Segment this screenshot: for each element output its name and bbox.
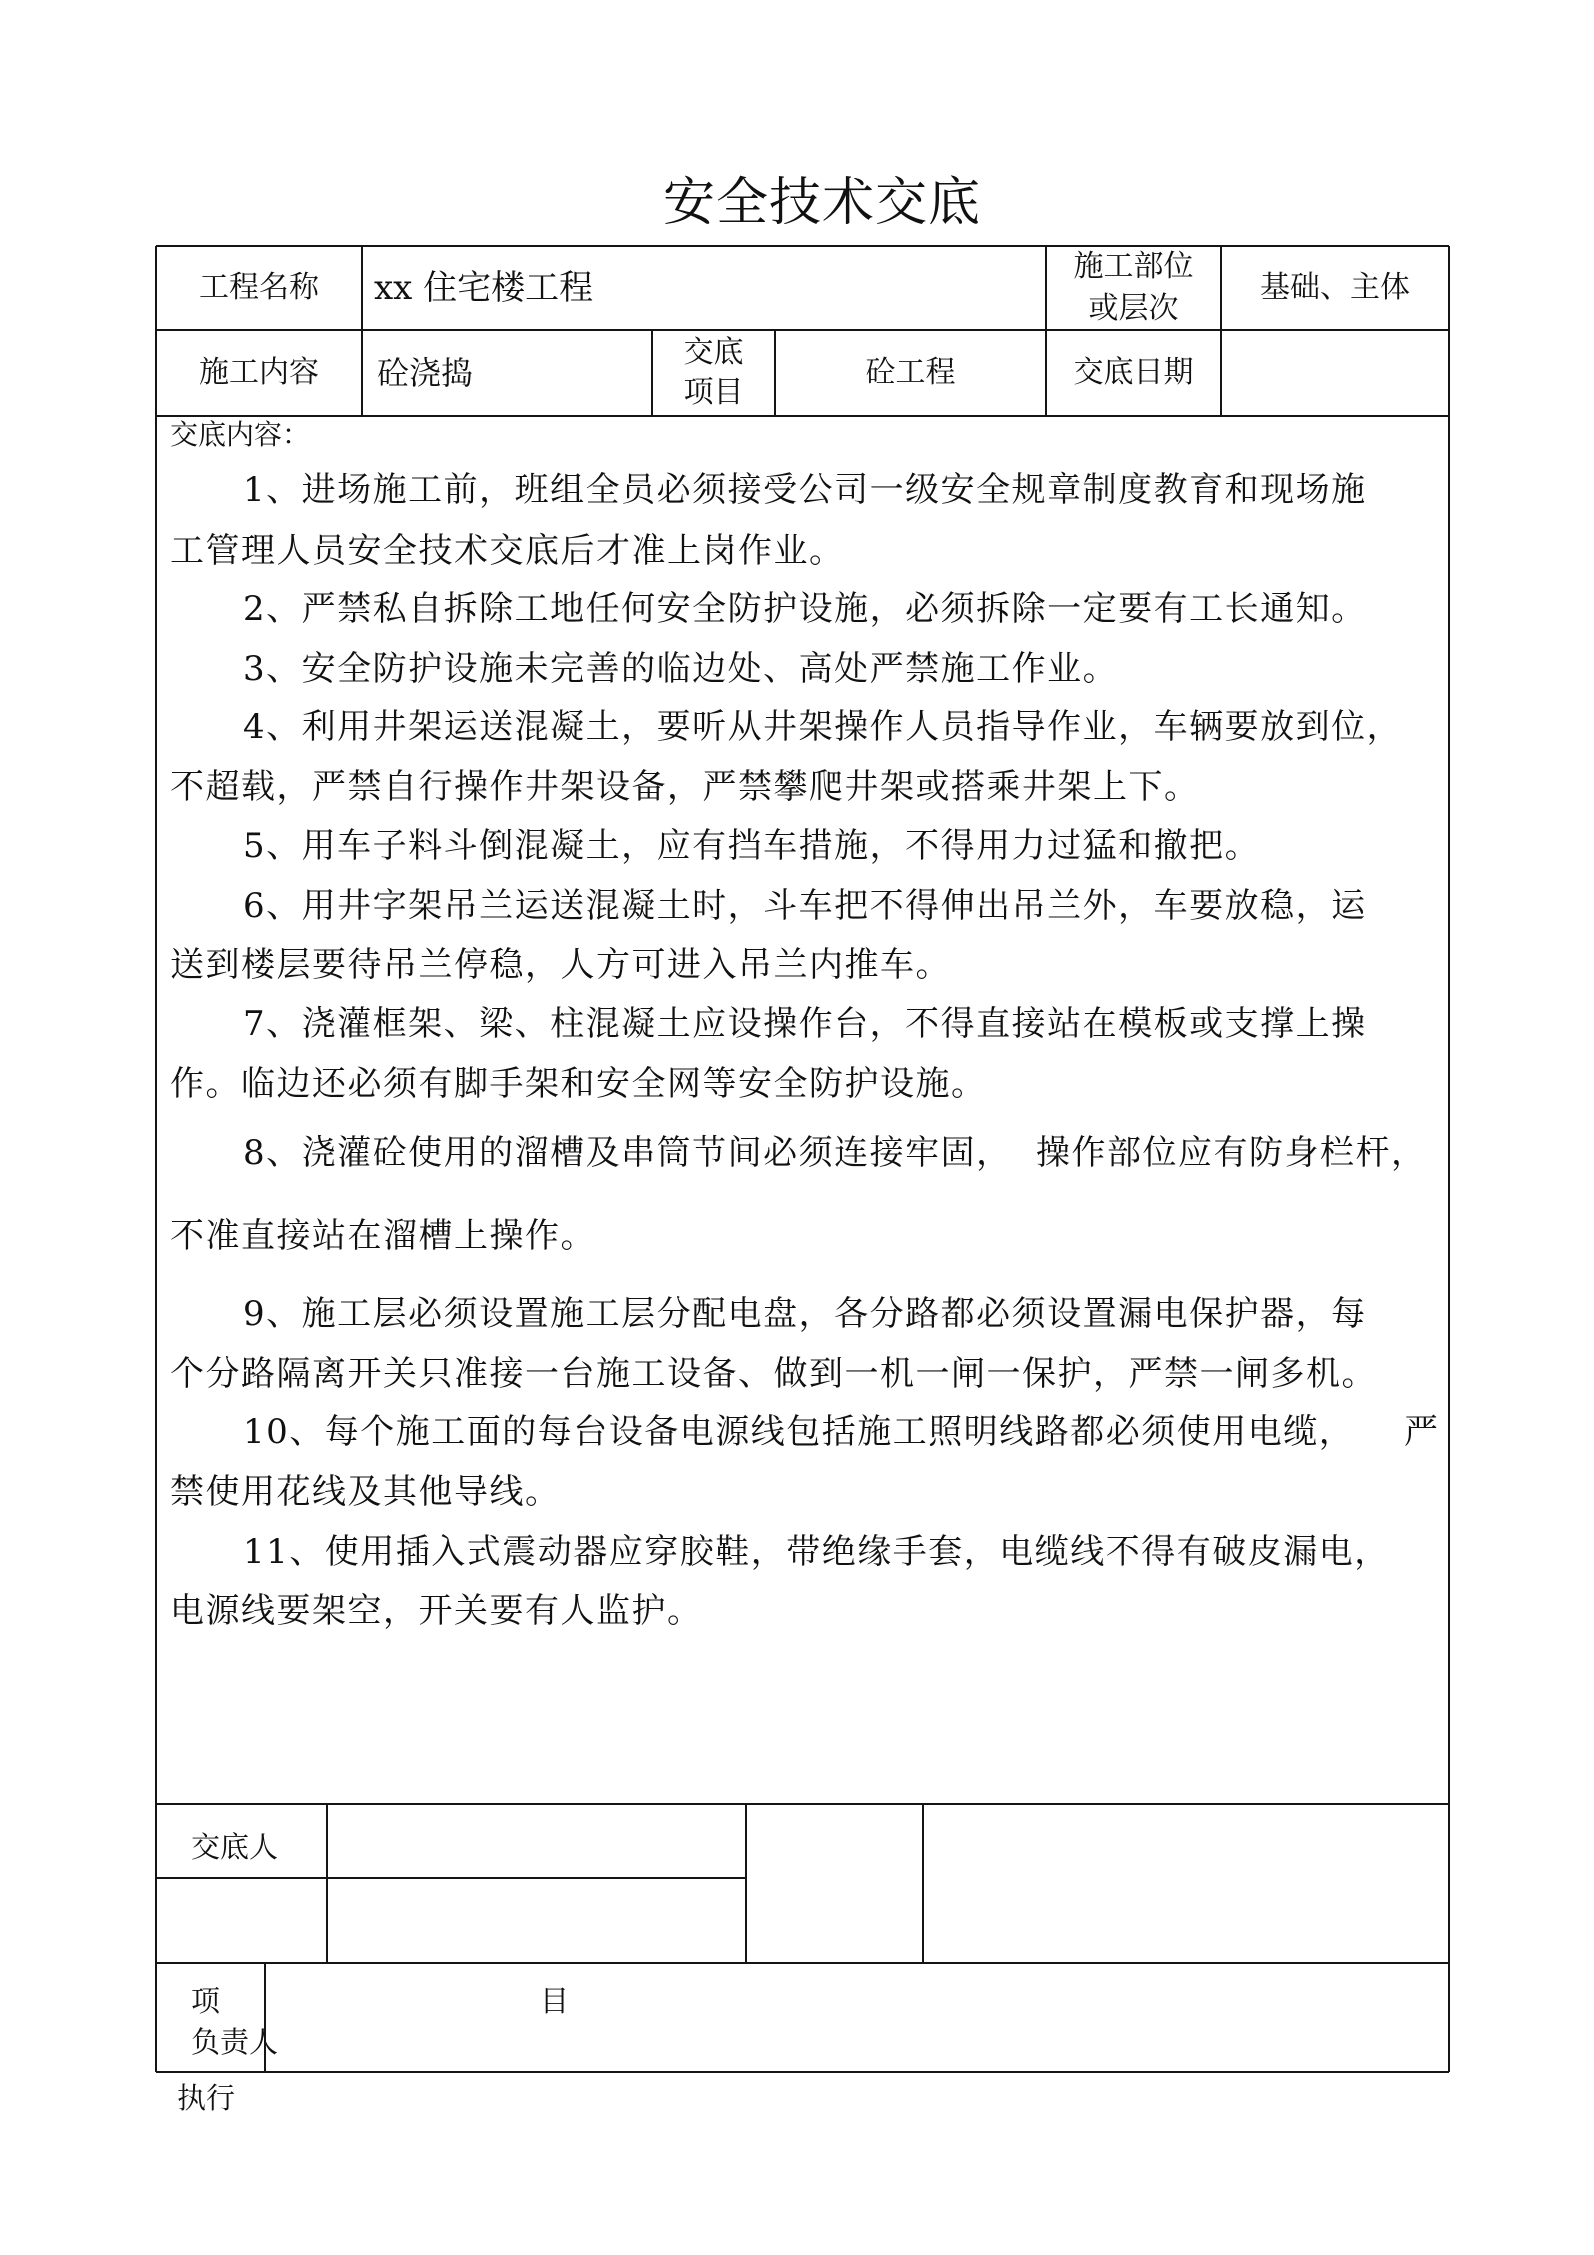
content-line: 10、每个施工面的每台设备电源线包括施工照明线路都必须使用电缆， — [243, 1412, 1355, 1452]
work-content-label-cell — [156, 330, 362, 416]
location-value: 基础、主体 — [1260, 270, 1410, 305]
project-name-label-cell — [156, 246, 362, 330]
content-line: 不准直接站在溜槽上操作。 — [170, 1216, 596, 1256]
project-name-label: 工程名称 — [199, 270, 319, 305]
content-line-segment: 严 — [1404, 1412, 1440, 1452]
content-line: 作。临边还必须有脚手架和安全网等安全防护设施。 — [170, 1064, 987, 1104]
work-content-label: 施工内容 — [199, 355, 319, 390]
content-line: 不超载，严禁自行操作井架设备，严禁攀爬井架或搭乘井架上下。 — [170, 767, 1200, 807]
project-manager-label-part: 项 — [191, 1984, 221, 2018]
content-line: 8、浇灌砼使用的溜槽及串筒节间必须连接牢固， — [243, 1133, 1012, 1173]
project-manager-label-part: 目 — [540, 1984, 570, 2018]
location-value-cell — [1221, 246, 1449, 330]
content-line: 11、使用插入式震动器应穿胶鞋，带绝缘手套，电缆线不得有破皮漏电， — [243, 1532, 1390, 1572]
content-line: 个分路隔离开关只准接一台施工设备、做到一机一闸一保护，严禁一闸多机。 — [170, 1354, 1377, 1394]
content-line: 3、安全防护设施未完善的临边处、高处严禁施工作业。 — [243, 649, 1119, 689]
location-label-line: 或层次 — [1088, 291, 1179, 326]
disclosure-item-label-cell — [652, 330, 775, 416]
disclosure-date-label-cell — [1046, 330, 1221, 416]
content-line: 1、进场施工前，班组全员必须接受公司一级安全规章制度教育和现场施 — [243, 470, 1367, 510]
disclosure-item-label-line: 项目 — [683, 375, 744, 410]
receiver-signature-cell — [923, 1804, 1449, 1963]
content-line: 9、施工层必须设置施工层分配电盘，各分路都必须设置漏电保护器，每 — [243, 1294, 1367, 1334]
content-line: 禁使用花线及其他导线。 — [170, 1472, 561, 1512]
content-line: 7、浇灌框架、梁、柱混凝土应设操作台，不得直接站在模板或支撑上操 — [243, 1004, 1367, 1044]
disclosure-item-value-cell — [775, 330, 1046, 416]
page-title: 安全技术交底 — [663, 173, 982, 233]
disclosure-item-label-line: 交底 — [683, 335, 744, 370]
content-line: 工管理人员安全技术交底后才准上岗作业。 — [170, 531, 845, 571]
content-line: 5、用车子料斗倒混凝土，应有挡车措施，不得用力过猛和撤把。 — [243, 826, 1261, 866]
content-line: 2、严禁私自拆除工地任何安全防护设施，必须拆除一定要有工长通知。 — [243, 589, 1367, 629]
discloser-label: 交底人 — [191, 1830, 279, 1864]
content-heading: 交底内容： — [170, 418, 311, 451]
work-content-value: 砼浇捣 — [377, 354, 474, 392]
disclosure-item-value: 砼工程 — [865, 355, 956, 390]
content-line: 电源线要架空，开关要有人监护。 — [170, 1591, 703, 1631]
discloser-signature-cell — [327, 1804, 746, 1878]
executor-label: 执行 — [177, 2081, 236, 2115]
project-name-value: xx 住宅楼工程 — [374, 268, 594, 308]
location-label-line: 施工部位 — [1073, 249, 1194, 284]
project-name-value-cell — [362, 246, 1046, 330]
disclosure-date-value-cell — [1221, 330, 1449, 416]
disclosure-date-label: 交底日期 — [1073, 355, 1194, 390]
content-line: 4、利用井架运送混凝土，要听从井架操作人员指导作业，车辆要放到位， — [243, 707, 1403, 747]
project-manager-label-part: 负责人 — [191, 2025, 279, 2059]
content-line: 送到楼层要待吊兰停稳，人方可进入吊兰内推车。 — [170, 945, 951, 985]
work-content-value-cell — [362, 330, 652, 416]
content-line-segment: 操作部位应有防身栏杆， — [1036, 1133, 1427, 1173]
location-label-cell — [1046, 246, 1221, 330]
content-line: 6、用井字架吊兰运送混凝土时，斗车把不得伸出吊兰外，车要放稳，运 — [243, 886, 1367, 926]
receiver-label-cell — [746, 1804, 923, 1963]
